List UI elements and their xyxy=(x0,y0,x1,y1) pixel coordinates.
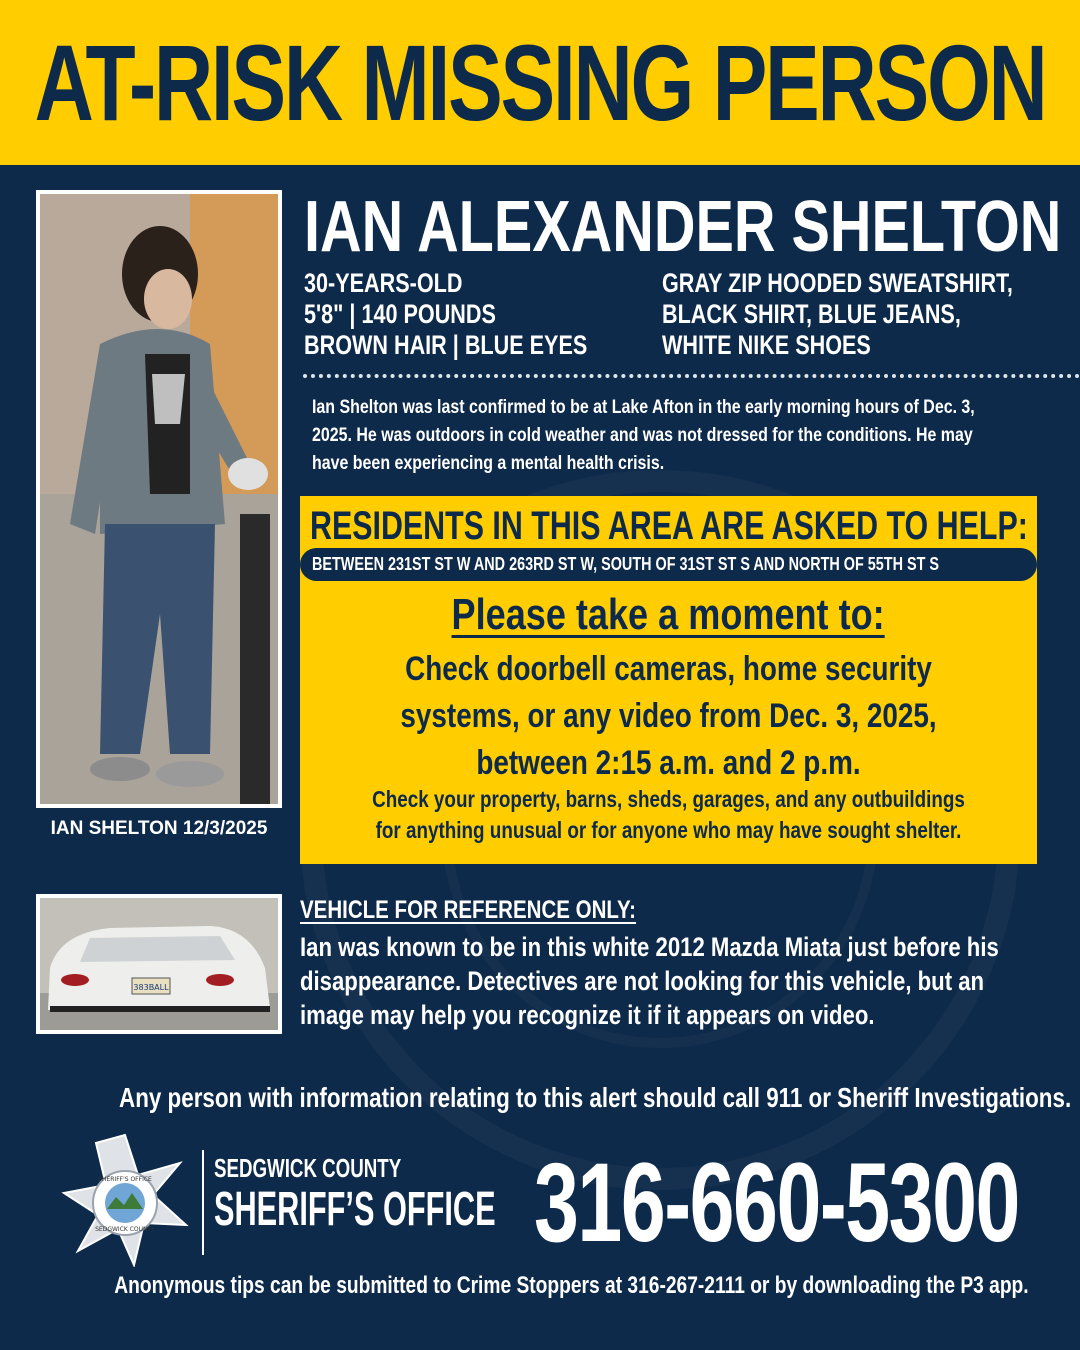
alert-title: AT-RISK MISSING PERSON xyxy=(34,22,1046,143)
header-banner xyxy=(0,0,1080,165)
physical-description: 30-YEARS-OLD 5'8" | 140 POUNDS BROWN HAIR | BLUE EYES xyxy=(304,268,588,360)
search-area-pill: BETWEEN 231ST ST W AND 263RD ST W, SOUTH OF 31ST ST S AND NORTH OF 55TH ST S xyxy=(300,548,1037,581)
person-name: IAN ALEXANDER SHELTON xyxy=(304,187,1062,267)
narrative-text: Ian Shelton was last confirmed to be at Lake Afton in the early morning hours of Dec. 3, 2025. He was outdoors in cold weather and was not dressed for the conditions. He may have been experiencing a mental health crisis. xyxy=(312,397,975,474)
call-instructions: Any person with information relating to this alert should call 911 or Sheriff Investigations. xyxy=(119,1082,1072,1113)
dotted-divider xyxy=(303,374,1080,378)
agency-office: SHERIFF’S OFFICE xyxy=(214,1183,496,1236)
svg-text:SHERIFF'S OFFICE: SHERIFF'S OFFICE xyxy=(98,1176,152,1183)
please-heading: Please take a moment to: xyxy=(451,590,886,639)
svg-text:SEDGWICK COUNTY: SEDGWICK COUNTY xyxy=(95,1226,155,1233)
photo-caption: IAN SHELTON 12/3/2025 xyxy=(50,818,268,839)
license-plate: 383BALL xyxy=(133,983,169,992)
logo-divider xyxy=(202,1150,204,1255)
vehicle-description: Ian was known to be in this white 2012 Mazda Miata just before his disappearance. Detectives are not looking for this vehicle, but an image may help you recognize it if it appears on video. xyxy=(300,932,999,1030)
sheriff-star-badge-icon xyxy=(58,1133,192,1267)
check-property-text: Check your property, barns, sheds, garages, and any outbuildings for anything unusual or for anyone who may have sought shelter. xyxy=(372,786,965,843)
phone-number[interactable]: 316-660-5300 xyxy=(534,1140,1019,1265)
vehicle-photo xyxy=(36,894,282,1034)
vehicle-title: VEHICLE FOR REFERENCE ONLY: xyxy=(300,896,637,924)
help-title: RESIDENTS IN THIS AREA ARE ASKED TO HELP: xyxy=(310,504,1028,548)
anonymous-tips-text: Anonymous tips can be submitted to Crime Stoppers at 316-267-2111 or by downloading the P3 app. xyxy=(114,1272,1029,1299)
clothing-description: GRAY ZIP HOODED SWEATSHIRT, BLACK SHIRT, BLUE JEANS, WHITE NIKE SHOES xyxy=(662,268,1013,360)
help-request-box xyxy=(300,496,1037,864)
agency-county: SEDGWICK COUNTY xyxy=(214,1153,402,1183)
missing-person-photo xyxy=(36,190,282,808)
check-video-text: Check doorbell cameras, home security systems, or any video from Dec. 3, 2025, between 2:15 a.m. and 2 p.m. xyxy=(400,650,937,782)
